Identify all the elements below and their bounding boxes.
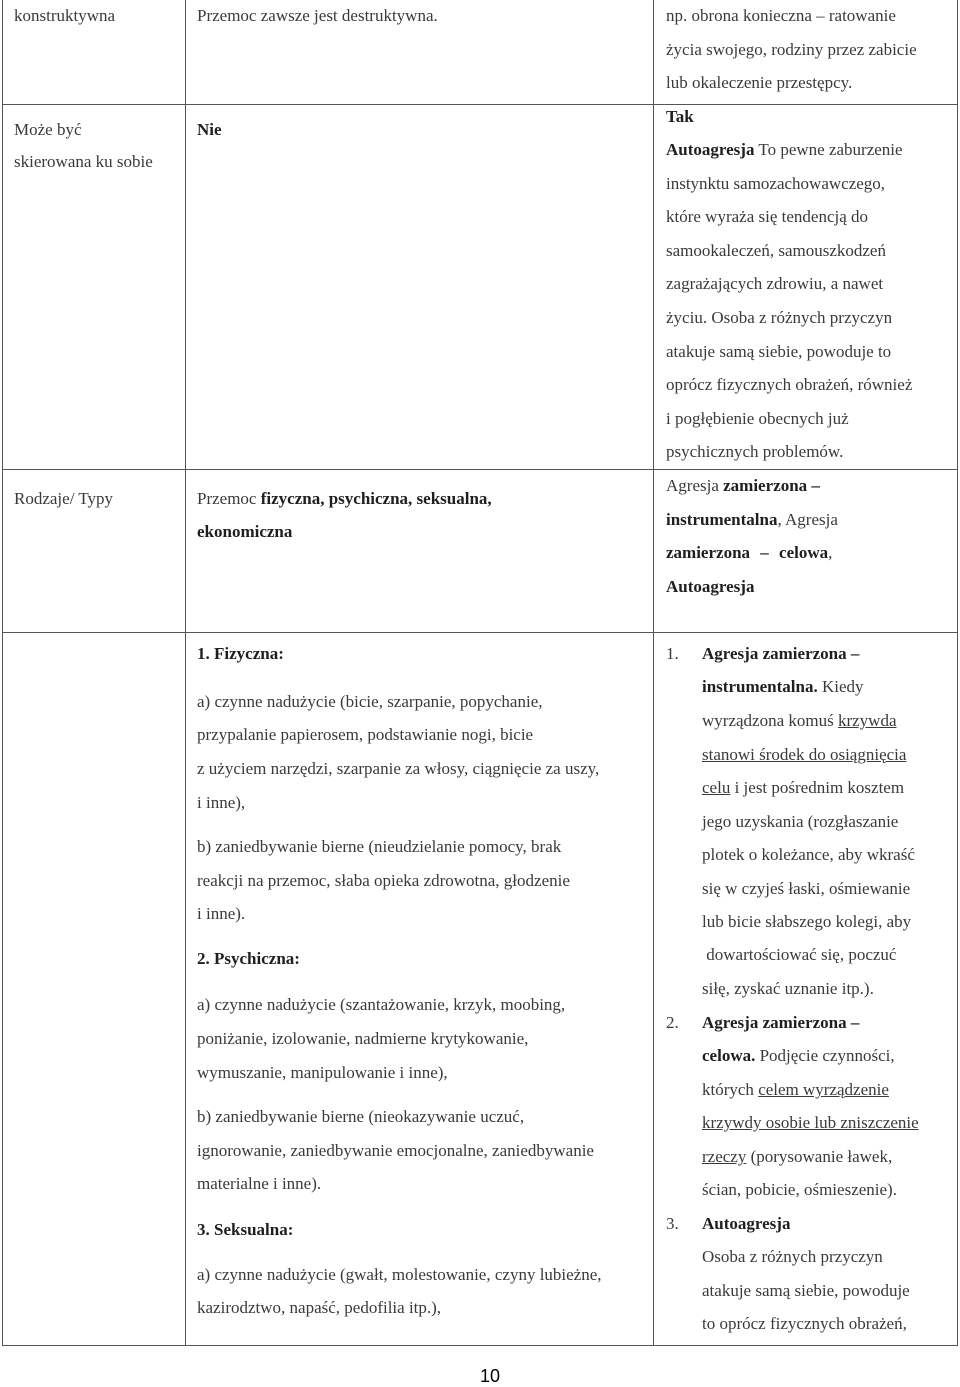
przemoc-types-line (197, 489, 492, 509)
przemoc-answer: Nie (197, 120, 222, 139)
list-item-line (702, 1147, 892, 1167)
list-item-heading: Agresja zamierzona – (702, 644, 860, 663)
psychiczna-b-line: materialne i inne). (197, 1174, 322, 1193)
table-border-right (957, 0, 958, 1346)
fizyczna-b-line: b) zaniedbywanie bierne (nieudzielanie pomocy, brak (197, 837, 562, 856)
list-item-underlined: krzywdy osobie lub zniszczenie (702, 1113, 919, 1132)
autoagresja-definition-first (666, 140, 903, 160)
agresja-types-line: Autoagresja (666, 577, 755, 596)
list-item-underlined: rzeczy (702, 1147, 747, 1166)
list-item-line: jego uzyskania (rozgłaszanie (702, 812, 899, 831)
autoagresja-definition-line: zagrażających zdrowiu, a nawet (666, 274, 884, 293)
fizyczna-b-line: reakcji na przemoc, słaba opieka zdrowotna, głodzenie (197, 871, 570, 890)
agresja-types-line (666, 510, 838, 530)
agresja-type-bold: instrumentalna (666, 510, 778, 529)
list-item-line: siłę, zyskać uznanie itp.). (702, 979, 874, 998)
list-item-text: których (702, 1080, 759, 1099)
table-row-divider (2, 469, 958, 470)
list-item-text: Kiedy (817, 677, 864, 696)
list-item-line: ścian, pobicie, ośmieszenie). (702, 1180, 897, 1199)
list-item-line: plotek o koleżance, aby wkraść (702, 845, 915, 864)
row-label-konstruktywna: konstruktywna (14, 6, 116, 25)
autoagresja-definition-line: atakuje samą siebie, powoduje to (666, 342, 892, 361)
autoagresja-definition-line: instynktu samozachowawczego, (666, 174, 886, 193)
fizyczna-a-line: a) czynne nadużycie (bicie, szarpanie, popychanie, (197, 692, 543, 711)
list-item-line (702, 778, 904, 798)
przemoc-prefix: Przemoc (197, 489, 261, 508)
list-item-line: dowartościować się, poczuć (702, 945, 897, 964)
table-row-divider (2, 104, 958, 105)
section-heading-fizyczna: 1. Fizyczna: (197, 644, 284, 663)
list-number: 1. (666, 644, 679, 663)
list-item-heading: instrumentalna. (702, 677, 818, 696)
agresja-type-plain: , Agresja (777, 510, 838, 529)
section-heading-psychiczna: 2. Psychiczna: (197, 949, 300, 968)
list-item-text: (porysowanie ławek, (746, 1147, 893, 1166)
table-row-divider (2, 632, 958, 633)
list-item-underlined: celem wyrządzenie (758, 1080, 889, 1099)
agresja-example-line: lub okaleczenie przestępcy. (666, 73, 853, 92)
agresja-answer: Tak (666, 107, 694, 126)
autoagresja-definition-line: które wyraża się tendencją do (666, 207, 869, 226)
agresja-example-line: życia swojego, rodziny przez zabicie (666, 40, 917, 59)
list-number: 2. (666, 1013, 679, 1032)
seksualna-a-line: a) czynne nadużycie (gwałt, molestowanie, czyny lubieżne, (197, 1265, 602, 1284)
table-border-col1 (185, 0, 186, 1346)
list-item-text: Podjęcie czynności, (755, 1046, 895, 1065)
fizyczna-a-line: i inne), (197, 793, 246, 812)
list-item-text: wyrządzona komuś (702, 711, 838, 730)
term-autoagresja: Autoagresja (666, 140, 755, 159)
seksualna-a-line: kazirodztwo, napaść, pedofilia itp.), (197, 1298, 442, 1317)
table-border-left (2, 0, 3, 1346)
agresja-prefix: Agresja (666, 476, 724, 495)
agresja-type-bold: zamierzona – celowa (666, 543, 829, 562)
psychiczna-a-line: wymuszanie, manipulowanie i inne), (197, 1063, 448, 1082)
przemoc-types: fizyczna, psychiczna, seksualna, (260, 489, 492, 508)
autoagresja-definition-line: samookaleczeń, samouszkodzeń (666, 241, 886, 260)
fizyczna-a-line: z użyciem narzędzi, szarpanie za włosy, ciągnięcie za uszy, (197, 759, 600, 778)
list-item-underlined: stanowi środek do osiągnięcia (702, 745, 907, 764)
table-border-col2 (653, 0, 654, 1346)
list-item-heading: Autoagresja (702, 1214, 791, 1233)
row-label-rodzaje: Rodzaje/ Typy (14, 489, 114, 508)
autoagresja-definition-line: życiu. Osoba z różnych przyczyn (666, 308, 893, 327)
psychiczna-b-line: ignorowanie, zaniedbywanie emocjonalne, zaniedbywanie (197, 1141, 594, 1160)
agresja-type-plain: , (828, 543, 833, 562)
przemoc-destruktywna-text: Przemoc zawsze jest destruktywna. (197, 6, 438, 25)
list-item-underlined: celu (702, 778, 731, 797)
list-item-line: lub bicie słabszego kolegi, aby (702, 912, 912, 931)
page-number: 10 (480, 1366, 501, 1386)
list-item-line: atakuje samą siebie, powoduje (702, 1281, 910, 1300)
przemoc-types-line: ekonomiczna (197, 522, 293, 541)
definition-text: To pewne zaburzenie (754, 140, 903, 159)
list-item-line (702, 1080, 889, 1100)
psychiczna-b-line: b) zaniedbywanie bierne (nieokazywanie uczuć, (197, 1107, 525, 1126)
agresja-example-line: np. obrona konieczna – ratowanie (666, 6, 896, 25)
list-item-line (702, 711, 897, 731)
agresja-types-line (666, 476, 820, 496)
table-border-bottom (2, 1345, 958, 1346)
autoagresja-definition-line: oprócz fizycznych obrażeń, również (666, 375, 913, 394)
fizyczna-a-line: przypalanie papierosem, podstawianie nogi, bicie (197, 725, 534, 744)
autoagresja-definition-line: psychicznych problemów. (666, 442, 844, 461)
section-heading-seksualna: 3. Seksualna: (197, 1220, 294, 1239)
psychiczna-a-line: a) czynne nadużycie (szantażowanie, krzyk, moobing, (197, 995, 566, 1014)
agresja-types-line (666, 543, 832, 563)
row-label-line: skierowana ku sobie (14, 152, 153, 171)
psychiczna-a-line: poniżanie, izolowanie, nadmierne krytykowanie, (197, 1029, 529, 1048)
fizyczna-b-line: i inne). (197, 904, 246, 923)
agresja-type-bold: zamierzona – (723, 476, 820, 495)
list-item-line: Osoba z różnych przyczyn (702, 1247, 883, 1266)
list-item-heading: celowa. (702, 1046, 756, 1065)
list-item-text: i jest pośrednim kosztem (730, 778, 905, 797)
list-item-line: się w czyjeś łaski, ośmiewanie (702, 879, 911, 898)
list-item-underlined: krzywda (837, 711, 897, 730)
list-item-line (702, 677, 864, 697)
list-item-heading: Agresja zamierzona – (702, 1013, 860, 1032)
row-label-line: Może być (14, 120, 82, 139)
list-number: 3. (666, 1214, 679, 1233)
list-item-line: to oprócz fizycznych obrażeń, (702, 1314, 907, 1333)
autoagresja-definition-line: i pogłębienie obecnych już (666, 409, 849, 428)
list-item-line (702, 1046, 895, 1066)
